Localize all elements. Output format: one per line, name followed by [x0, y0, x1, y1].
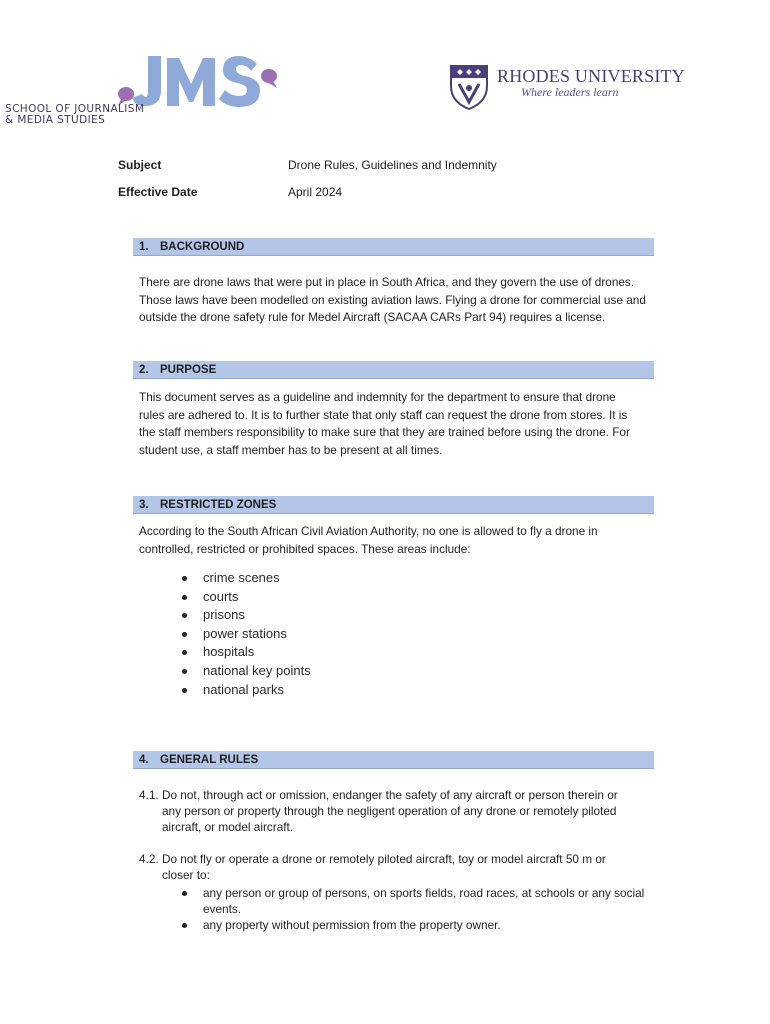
section-title: RESTRICTED ZONES: [160, 499, 277, 511]
rhodes-crest-icon: [449, 64, 489, 110]
paragraph-line: Those laws have been modelled on existing aviation laws. Flying a drone for commercial use and: [139, 292, 646, 307]
paragraph-line: the staff members responsibility to make sure that they are trained before using the drone. For: [139, 425, 630, 439]
list-item: hospitals: [180, 643, 311, 662]
university-name: [497, 66, 685, 87]
section-number: 1.: [139, 241, 149, 253]
restricted-paragraph: [139, 523, 654, 558]
section-heading-restricted-zones: [133, 496, 654, 514]
rule-4-2-list: [180, 885, 650, 933]
meta-value: April 2024: [288, 185, 343, 199]
rule-4-2: [139, 851, 649, 883]
rule-line: closer to:: [162, 868, 210, 882]
paragraph-line: This document serves as a guideline and indemnity for the department to ensure that drone: [139, 390, 616, 404]
section-heading-background: [133, 238, 654, 256]
section-title: BACKGROUND: [160, 241, 245, 253]
rule-line: 4.2. Do not fly or operate a drone or remotely piloted aircraft, toy or model aircraft 50 m or: [139, 852, 606, 866]
jms-school-name: [5, 104, 175, 126]
university-name-part2: UNIVERSITY: [574, 66, 685, 86]
paragraph-line: There are drone laws that were put in place in South Africa, and they govern the use of drones.: [139, 275, 635, 289]
list-item: any property without permission from the property owner.: [180, 917, 650, 933]
list-item: power stations: [180, 625, 311, 644]
jms-line-2: & MEDIA STUDIES: [5, 114, 106, 126]
section-heading-general-rules: [133, 751, 654, 769]
meta-label: Effective Date: [118, 185, 198, 199]
section-number: 4.: [139, 754, 149, 766]
meta-label: Subject: [118, 158, 162, 172]
rule-line: any person or property through the negligent operation of any drone or remotely piloted: [162, 804, 617, 818]
list-item: crime scenes: [180, 569, 311, 588]
paragraph-line: controlled, restricted or prohibited spaces. These areas include:: [139, 541, 471, 556]
rule-line: aircraft, or model aircraft.: [162, 820, 294, 834]
paragraph-line: student use, a staff member has to be present at all times.: [139, 442, 443, 457]
section-number: 3.: [139, 499, 149, 511]
rule-4-1: [139, 787, 649, 835]
purpose-paragraph: [139, 389, 654, 459]
list-item: prisons: [180, 606, 311, 625]
jms-line-1: SCHOOL OF JOURNALISM: [5, 103, 145, 115]
list-item: national parks: [180, 681, 311, 700]
university-tagline: Where leaders learn: [521, 85, 619, 99]
section-number: 2.: [139, 364, 149, 376]
restricted-zones-list: [180, 569, 311, 699]
list-item: national key points: [180, 662, 311, 681]
paragraph-line: outside the drone safety rule for Medel Aircraft (SACAA CARs Part 94) requires a license.: [139, 310, 606, 324]
meta-value: Drone Rules, Guidelines and Indemnity: [288, 158, 497, 172]
list-item: courts: [180, 588, 311, 607]
university-name-part1: RHODES: [497, 66, 575, 86]
background-paragraph: [139, 274, 654, 327]
rule-line: 4.1. Do not, through act or omission, endanger the safety of any aircraft or person therein or: [139, 788, 618, 802]
paragraph-line: According to the South African Civil Aviation Authority, no one is allowed to fly a drone in: [139, 524, 598, 538]
list-item: any person or group of persons, on sports fields, road races, at schools or any social events.: [180, 885, 650, 917]
section-title: GENERAL RULES: [160, 754, 259, 766]
section-title: PURPOSE: [160, 364, 217, 376]
section-heading-purpose: [133, 361, 654, 379]
paragraph-line: rules are adhered to. It is to further state that only staff can request the drone from stores. It is: [139, 407, 628, 422]
